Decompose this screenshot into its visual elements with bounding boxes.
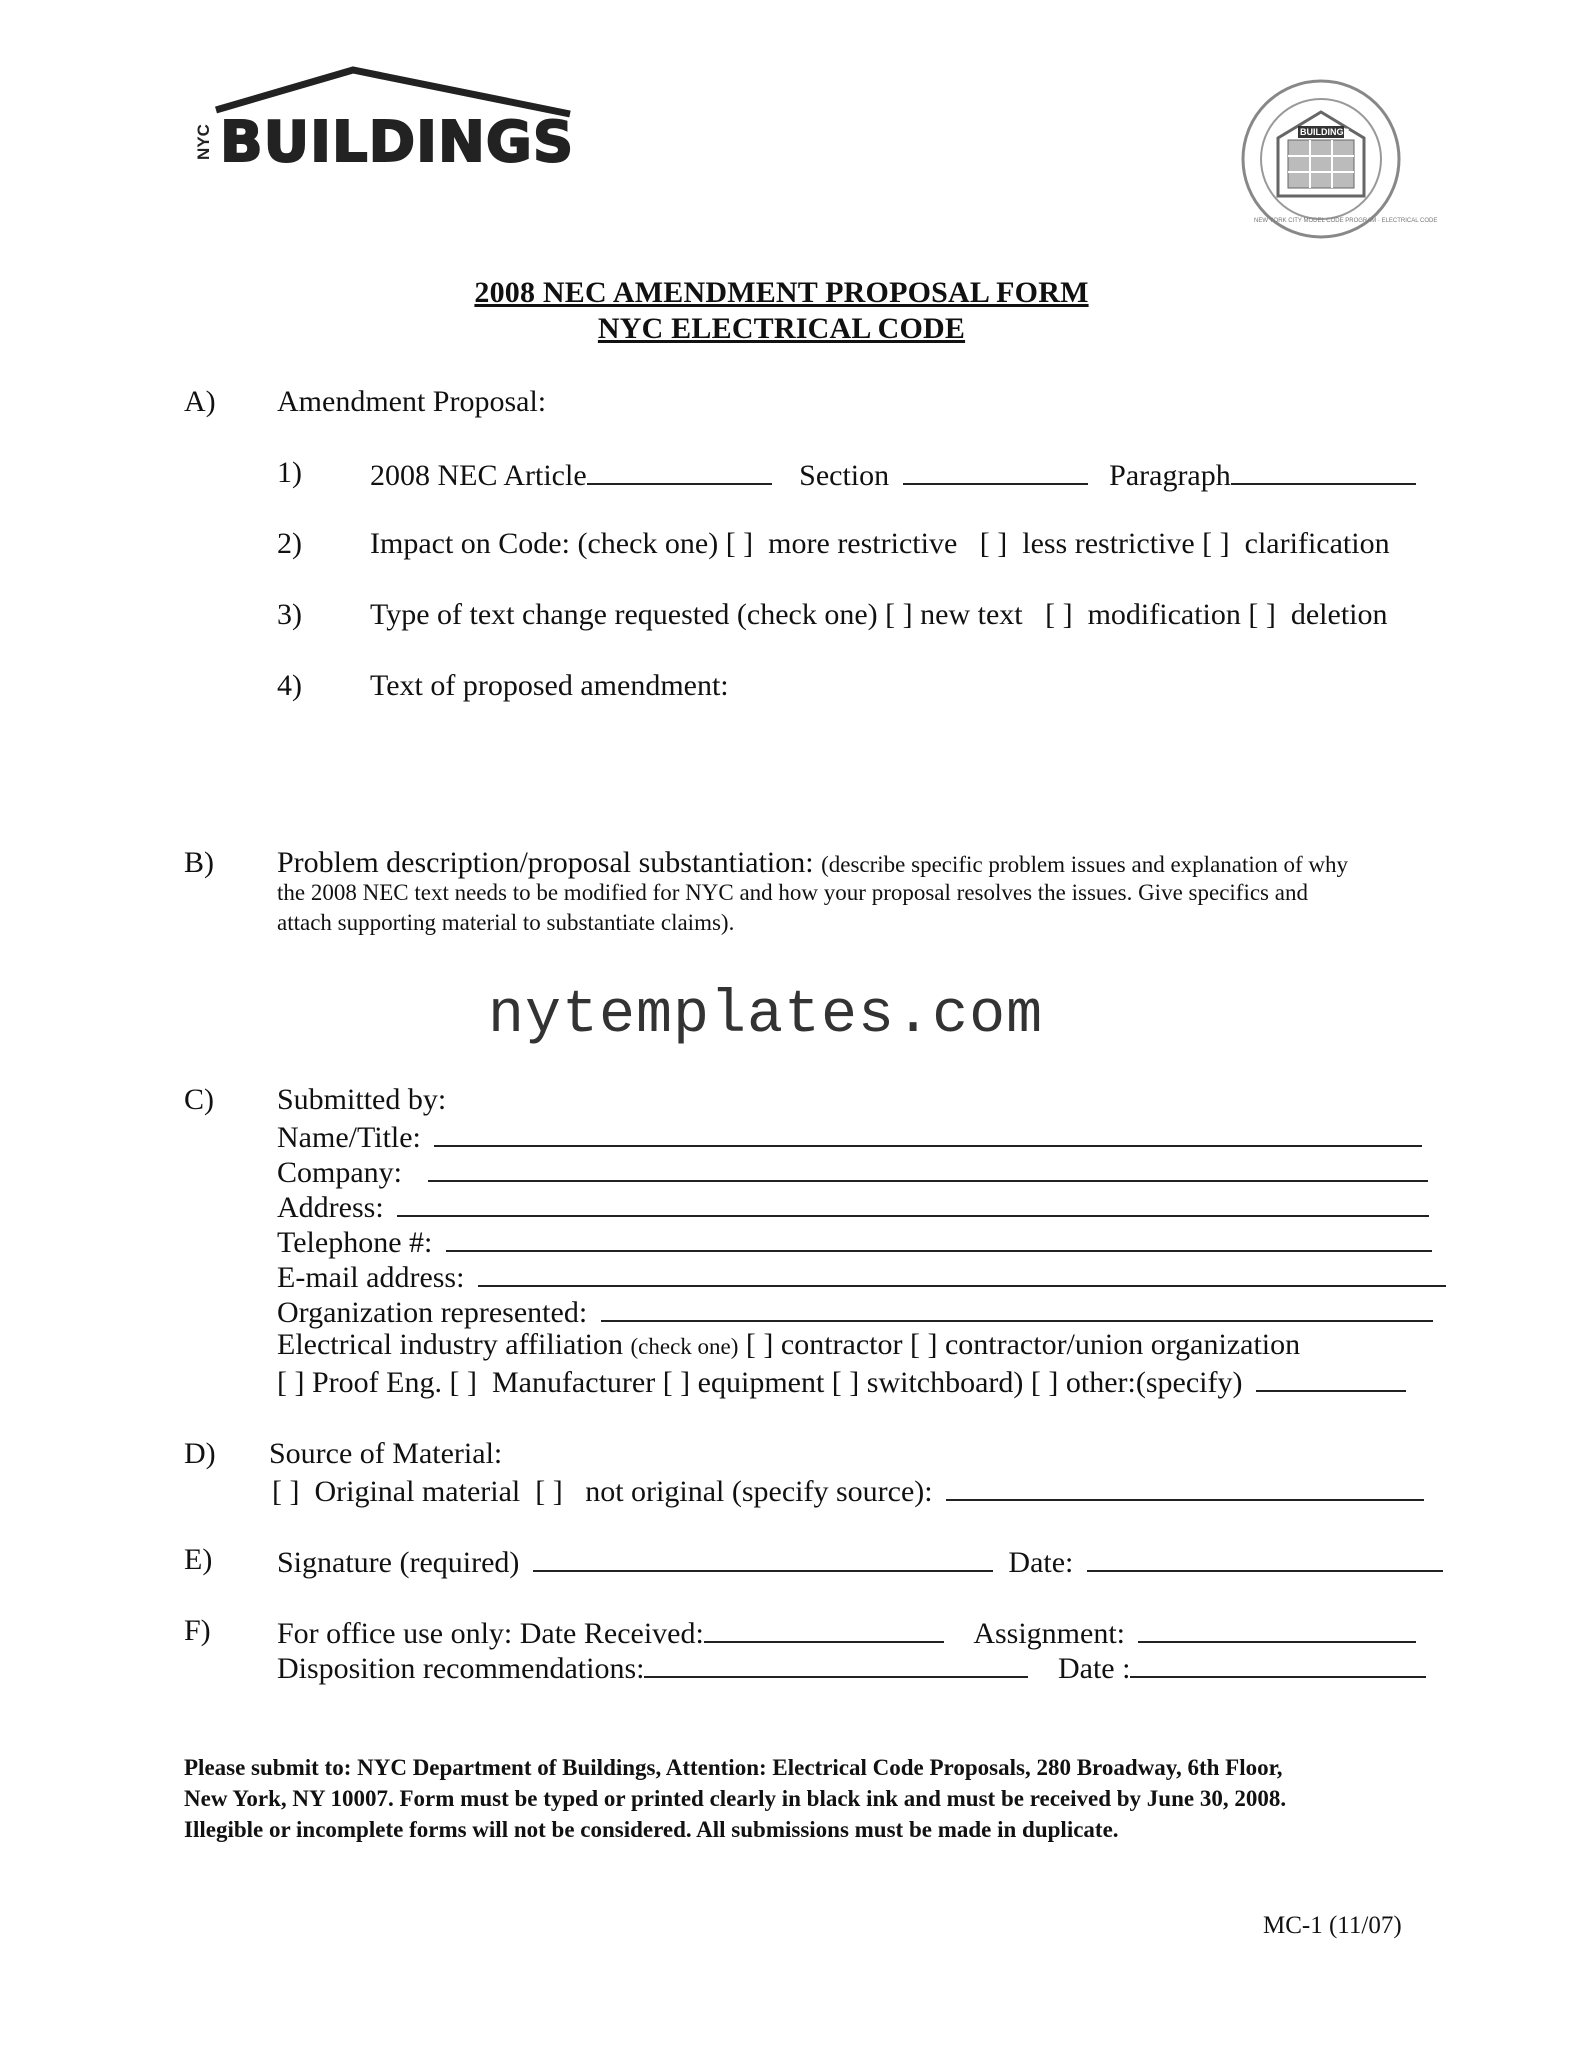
assignment-field[interactable] [1138, 1613, 1416, 1643]
section-d-letter: D) [184, 1437, 216, 1470]
instructions-line-2: New York, NY 10007. Form must be typed or printed clearly in black ink and must be received by June 30, 2008. [184, 1786, 1287, 1811]
section-e-letter: E) [184, 1543, 213, 1576]
form-title: 2008 NEC AMENDMENT PROPOSAL FORM [474, 276, 1089, 309]
impact-on-code[interactable]: Impact on Code: (check one) [ ] more restrictive [ ] less restrictive [ ] clarification [370, 527, 1390, 560]
affiliation-label: Electrical industry affiliation [277, 1328, 623, 1361]
item-4-num: 4) [277, 669, 302, 702]
source-row [272, 1471, 1424, 1510]
organization-label: Organization represented: [277, 1296, 588, 1329]
nyc-buildings-logo [193, 62, 578, 175]
section-f-letter: F) [184, 1614, 211, 1647]
source-of-material-label: Source of Material: [269, 1437, 503, 1470]
section-b-note-3: attach supporting material to substantiate claims). [277, 910, 735, 935]
disposition-field[interactable] [644, 1648, 1028, 1678]
disposition-date-field[interactable] [1130, 1648, 1426, 1678]
submission-instructions [184, 1752, 1286, 1845]
form-subtitle: NYC ELECTRICAL CODE [597, 312, 966, 345]
address-label: Address: [277, 1191, 384, 1224]
assignment-label: Assignment: [973, 1617, 1125, 1650]
section-a-label: Amendment Proposal: [277, 385, 547, 418]
disposition-date-label: Date : [1057, 1652, 1131, 1685]
date-received-field[interactable] [704, 1613, 944, 1643]
address-field[interactable] [397, 1187, 1429, 1217]
paragraph-label: Paragraph [1109, 459, 1231, 492]
signature-row [277, 1542, 1443, 1581]
address-row [277, 1187, 1429, 1226]
item-1-num: 1) [277, 456, 302, 489]
paragraph-field[interactable] [1231, 455, 1416, 485]
text-change-type[interactable]: Type of text change requested (check one) [ ] new text [ ] modification [ ] deletion [370, 598, 1388, 631]
article-field[interactable] [587, 455, 772, 485]
telephone-field[interactable] [446, 1222, 1432, 1252]
affiliation-check-one: (check one) [630, 1334, 739, 1359]
source-options[interactable]: [ ] Original material [ ] not original (specify source): [272, 1475, 933, 1508]
seal-ring-text: NEW YORK CITY MODEL CODE PROGRAM · ELECTRICAL CODE [1254, 218, 1438, 224]
affiliation-other-field[interactable] [1256, 1362, 1406, 1392]
section-b-letter: B) [184, 846, 214, 879]
section-b-heading [277, 845, 1348, 883]
section-b-label: Problem description/proposal substantiation: [277, 846, 814, 879]
date-received-label: For office use only: Date Received: [277, 1617, 704, 1650]
affiliation-options-2[interactable]: [ ] Proof Eng. [ ] Manufacturer [ ] equipment [ ] switchboard) [ ] other:(specify) [277, 1366, 1243, 1399]
email-row [277, 1257, 1446, 1296]
disposition-label: Disposition recommendations: [277, 1652, 645, 1685]
instructions-line-3: Illegible or incomplete forms will not be considered. All submissions must be made in duplicate. [184, 1817, 1119, 1842]
item-3-num: 3) [277, 598, 302, 631]
nec-reference-row [370, 455, 1416, 494]
office-use-row [277, 1613, 1416, 1652]
logo-brand: BUILDINGS [220, 110, 575, 175]
disposition-row [277, 1648, 1426, 1687]
signature-date-field[interactable] [1087, 1542, 1443, 1572]
signature-date-label: Date: [1008, 1546, 1074, 1579]
name-title-field[interactable] [434, 1117, 1422, 1147]
item-2-num: 2) [277, 527, 302, 560]
section-a-letter: A) [184, 385, 216, 418]
model-code-seal [1240, 78, 1438, 240]
form-code: MC-1 (11/07) [1263, 1912, 1402, 1939]
email-field[interactable] [478, 1257, 1446, 1287]
section-label: Section [799, 459, 890, 492]
organization-row [277, 1292, 1433, 1331]
section-field[interactable] [903, 455, 1088, 485]
proposed-amendment-label: Text of proposed amendment: [370, 669, 729, 702]
article-label: 2008 NEC Article [370, 459, 587, 492]
seal-center-text: BUILDINGS [1300, 127, 1350, 137]
section-c-letter: C) [184, 1083, 214, 1116]
watermark: nytemplates.com [488, 982, 1044, 1050]
logo-prefix: NYC [193, 124, 213, 160]
telephone-label: Telephone #: [277, 1226, 433, 1259]
company-row [277, 1152, 1428, 1191]
organization-field[interactable] [601, 1292, 1433, 1322]
signature-field[interactable] [533, 1542, 993, 1572]
section-b-note-2: the 2008 NEC text needs to be modified for NYC and how your proposal resolves the issues. Give specifics and [277, 880, 1308, 905]
source-field[interactable] [946, 1471, 1424, 1501]
affiliation-row[interactable] [277, 1327, 1300, 1365]
submitted-by-label: Submitted by: [277, 1083, 447, 1116]
company-field[interactable] [428, 1152, 1428, 1182]
company-label: Company: [277, 1156, 402, 1189]
name-title-row [277, 1117, 1422, 1156]
section-b-note-1: (describe specific problem issues and explanation of why [821, 852, 1349, 877]
name-title-label: Name/Title: [277, 1121, 421, 1154]
affiliation-options[interactable]: [ ] contractor [ ] contractor/union organization [745, 1328, 1301, 1361]
instructions-line-1: Please submit to: NYC Department of Buildings, Attention: Electrical Code Proposals, 280 Broadway, 6th Floor, [184, 1755, 1283, 1780]
affiliation-row-2 [277, 1362, 1406, 1401]
email-label: E-mail address: [277, 1261, 465, 1294]
signature-label: Signature (required) [277, 1546, 520, 1579]
telephone-row [277, 1222, 1432, 1261]
